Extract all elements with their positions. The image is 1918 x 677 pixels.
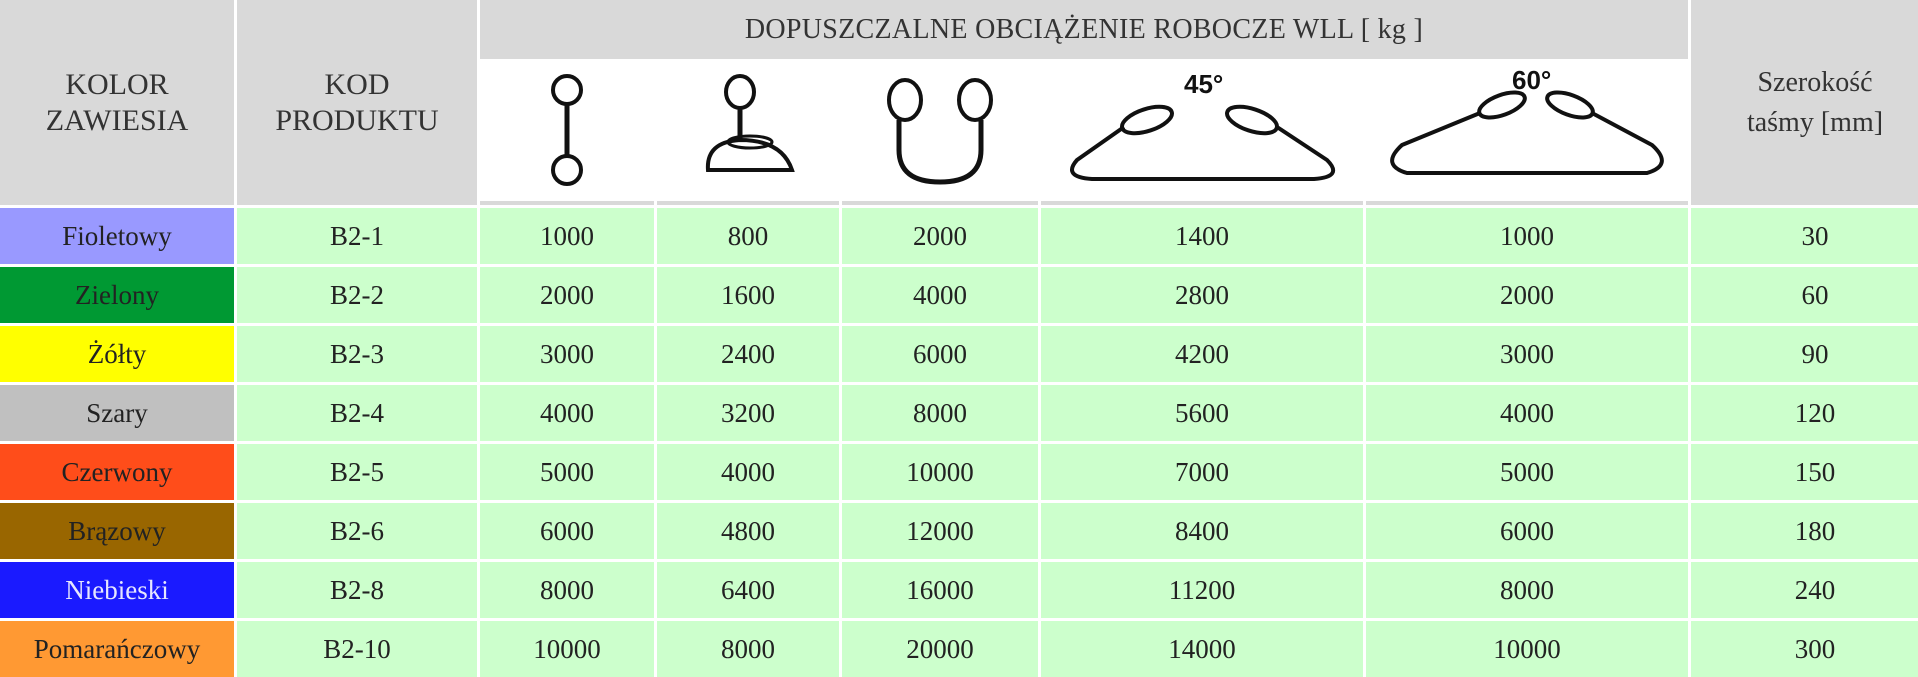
color-swatch-fioletowy <box>0 205 234 264</box>
product-code-value: B2-2 <box>330 279 384 310</box>
wll-basket <box>842 559 1038 618</box>
wll-choke-value: 1600 <box>721 279 775 310</box>
wll-choke-value: 2400 <box>721 338 775 369</box>
wll-60 <box>1366 205 1688 264</box>
wll-45 <box>1041 618 1363 677</box>
wll-45-value: 14000 <box>1168 633 1236 664</box>
wll-basket <box>842 618 1038 677</box>
wll-basket-value: 4000 <box>913 279 967 310</box>
product-code <box>237 382 477 441</box>
strap-width-value: 300 <box>1794 633 1836 664</box>
strap-width <box>1691 264 1918 323</box>
header-wll-label: DOPUSZCZALNE OBCIĄŻENIE ROBOCZE WLL [ kg ] <box>744 13 1424 45</box>
strap-width <box>1691 382 1918 441</box>
vertical-lift-icon <box>480 59 654 205</box>
wll-choke-value: 4000 <box>721 456 775 487</box>
strap-width <box>1691 323 1918 382</box>
strap-width <box>1691 500 1918 559</box>
wll-45 <box>1041 382 1363 441</box>
header-product-code <box>237 0 477 205</box>
header-width <box>1691 0 1918 205</box>
wll-basket <box>842 500 1038 559</box>
wll-45 <box>1041 264 1363 323</box>
wll-vertical <box>480 559 654 618</box>
wll-vertical <box>480 205 654 264</box>
strap-width <box>1691 559 1918 618</box>
product-code <box>237 264 477 323</box>
wll-60 <box>1366 559 1688 618</box>
wll-vertical <box>480 382 654 441</box>
wll-basket-value: 8000 <box>913 397 967 428</box>
wll-choke-value: 6400 <box>721 574 775 605</box>
wll-vertical-value: 6000 <box>540 515 594 546</box>
wll-60 <box>1366 618 1688 677</box>
product-code <box>237 441 477 500</box>
wll-basket-value: 2000 <box>913 220 967 251</box>
color-name: Niebieski <box>65 574 169 605</box>
wll-vertical-value: 8000 <box>540 574 594 605</box>
product-code-value: B2-1 <box>330 220 384 251</box>
product-code-value: B2-3 <box>330 338 384 369</box>
wll-vertical-value: 1000 <box>540 220 594 251</box>
wll-45-value: 7000 <box>1175 456 1229 487</box>
wll-45 <box>1041 559 1363 618</box>
product-code <box>237 500 477 559</box>
wll-45-value: 8400 <box>1175 515 1229 546</box>
wll-basket <box>842 441 1038 500</box>
wll-basket <box>842 264 1038 323</box>
wll-choke <box>657 618 839 677</box>
wll-vertical <box>480 441 654 500</box>
product-code <box>237 205 477 264</box>
product-code <box>237 323 477 382</box>
wll-choke-value: 800 <box>727 220 769 251</box>
color-swatch-brazowy <box>0 500 234 559</box>
choke-lift-icon <box>657 59 839 205</box>
color-name: Szary <box>86 397 148 428</box>
wll-vertical-value: 3000 <box>540 338 594 369</box>
wll-60-value: 10000 <box>1493 633 1561 664</box>
color-name: Czerwony <box>61 456 173 487</box>
header-width-label: Szerokość taśmy [mm] <box>1746 66 1884 138</box>
strap-width-value: 120 <box>1794 397 1836 428</box>
product-code-value: B2-4 <box>330 397 384 428</box>
wll-choke <box>657 264 839 323</box>
color-swatch-pomaranczowy <box>0 618 234 677</box>
color-name: Żółty <box>87 338 147 369</box>
wll-45 <box>1041 205 1363 264</box>
wll-choke-value: 3200 <box>721 397 775 428</box>
color-name: Fioletowy <box>62 220 172 251</box>
strap-width <box>1691 441 1918 500</box>
wll-60-value: 3000 <box>1500 338 1554 369</box>
wll-basket <box>842 205 1038 264</box>
color-swatch-niebieski <box>0 559 234 618</box>
wll-vertical-value: 4000 <box>540 397 594 428</box>
wll-45 <box>1041 500 1363 559</box>
color-name: Zielony <box>75 279 159 310</box>
wll-choke <box>657 441 839 500</box>
wll-choke <box>657 323 839 382</box>
header-code-label: KOD PRODUKTU <box>275 67 439 137</box>
angle-45-label: 45° <box>1184 69 1224 99</box>
wll-60-value: 6000 <box>1500 515 1554 546</box>
strap-width <box>1691 205 1918 264</box>
product-code <box>237 559 477 618</box>
color-swatch-zielony <box>0 264 234 323</box>
wll-choke-value: 8000 <box>721 633 775 664</box>
wll-45-value: 2800 <box>1175 279 1229 310</box>
wll-vertical-value: 5000 <box>540 456 594 487</box>
product-code <box>237 618 477 677</box>
strap-width-value: 180 <box>1794 515 1836 546</box>
basket-60-icon <box>1366 59 1688 205</box>
wll-45-value: 5600 <box>1175 397 1229 428</box>
color-name: Brązowy <box>68 515 166 546</box>
basket-45-icon <box>1041 59 1363 205</box>
wll-60-value: 2000 <box>1500 279 1554 310</box>
strap-width-value: 60 <box>1801 279 1829 310</box>
wll-vertical <box>480 618 654 677</box>
wll-60-value: 4000 <box>1500 397 1554 428</box>
wll-vertical <box>480 264 654 323</box>
wll-60 <box>1366 264 1688 323</box>
wll-45-value: 1400 <box>1175 220 1229 251</box>
product-code-value: B2-8 <box>330 574 384 605</box>
color-swatch-zolty <box>0 323 234 382</box>
wll-60 <box>1366 323 1688 382</box>
wll-45-value: 4200 <box>1175 338 1229 369</box>
wll-60 <box>1366 382 1688 441</box>
wll-60-value: 5000 <box>1500 456 1554 487</box>
basket-lift-icon <box>842 59 1038 205</box>
angle-60-label: 60° <box>1512 65 1552 95</box>
wll-choke-value: 4800 <box>721 515 775 546</box>
strap-width <box>1691 618 1918 677</box>
product-code-value: B2-5 <box>330 456 384 487</box>
wll-basket <box>842 382 1038 441</box>
color-name: Pomarańczowy <box>33 633 201 664</box>
wll-vertical-value: 10000 <box>533 633 601 664</box>
product-code-value: B2-10 <box>323 633 391 664</box>
strap-width-value: 150 <box>1794 456 1836 487</box>
wll-60 <box>1366 441 1688 500</box>
color-swatch-szary <box>0 382 234 441</box>
wll-45-value: 11200 <box>1168 574 1236 605</box>
wll-basket <box>842 323 1038 382</box>
wll-choke <box>657 559 839 618</box>
wll-60 <box>1366 500 1688 559</box>
header-color <box>0 0 234 205</box>
wll-basket-value: 12000 <box>906 515 974 546</box>
wll-choke <box>657 205 839 264</box>
header-color-label: KOLOR ZAWIESIA <box>45 67 189 137</box>
wll-45 <box>1041 441 1363 500</box>
wll-vertical <box>480 323 654 382</box>
strap-width-value: 240 <box>1794 574 1836 605</box>
header-wll <box>480 0 1688 59</box>
wll-basket-value: 10000 <box>906 456 974 487</box>
product-code-value: B2-6 <box>330 515 384 546</box>
color-swatch-czerwony <box>0 441 234 500</box>
wll-basket-value: 16000 <box>906 574 974 605</box>
wll-45 <box>1041 323 1363 382</box>
strap-width-value: 90 <box>1801 338 1829 369</box>
wll-basket-value: 6000 <box>913 338 967 369</box>
wll-60-value: 8000 <box>1500 574 1554 605</box>
wll-choke <box>657 382 839 441</box>
strap-width-value: 30 <box>1801 220 1829 251</box>
wll-vertical-value: 2000 <box>540 279 594 310</box>
wll-basket-value: 20000 <box>906 633 974 664</box>
wll-vertical <box>480 500 654 559</box>
wll-choke <box>657 500 839 559</box>
wll-60-value: 1000 <box>1500 220 1554 251</box>
